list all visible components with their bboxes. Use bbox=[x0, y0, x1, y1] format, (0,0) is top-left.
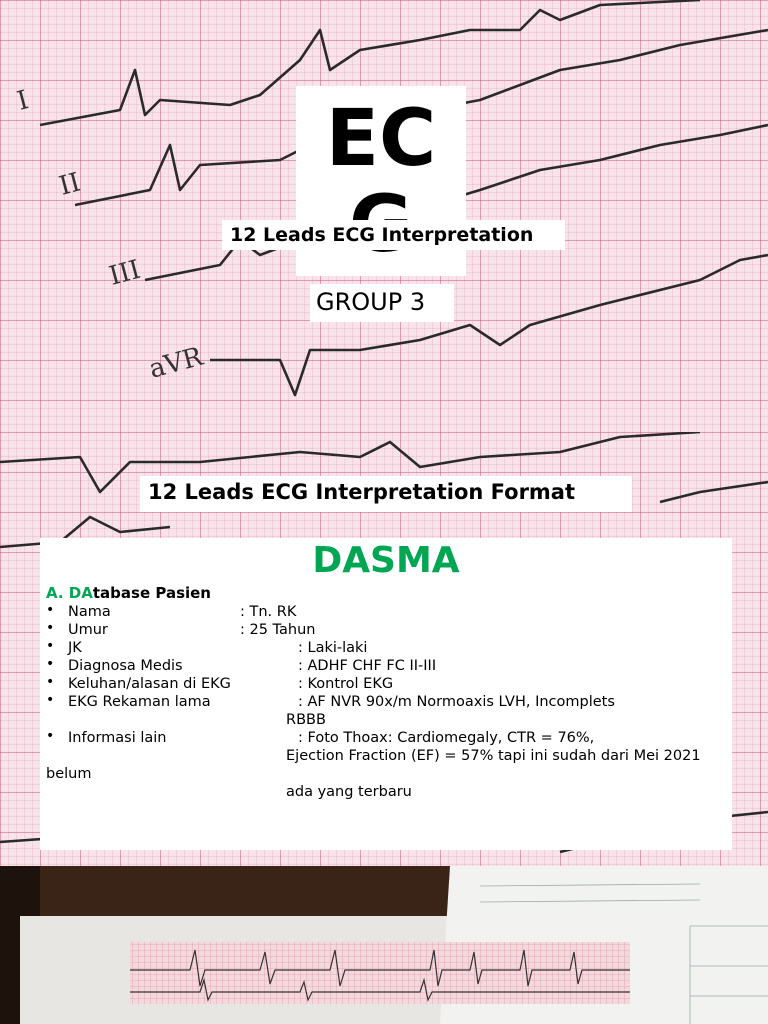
bullet: • bbox=[46, 674, 55, 690]
bullet: • bbox=[46, 602, 55, 618]
bullet: • bbox=[46, 638, 55, 654]
format-slide bbox=[0, 432, 768, 866]
ecg-photo-slide bbox=[0, 866, 768, 1024]
row-value-info-cont3: ada yang terbaru bbox=[286, 784, 412, 800]
dasma-heading: DASMA bbox=[312, 540, 460, 581]
row-value-jk: : Laki-laki bbox=[298, 640, 368, 656]
row-value-diagnosa: : ADHF CHF FC II-III bbox=[298, 658, 437, 674]
bullet: • bbox=[46, 728, 55, 744]
row-value-info: : Foto Thoax: Cardiomegaly, CTR = 76%, bbox=[298, 730, 595, 746]
row-label-keluhan: Keluhan/alasan di EKG bbox=[68, 676, 231, 692]
row-value-umur: : 25 Tahun bbox=[240, 622, 316, 638]
row-label-diagnosa: Diagnosa Medis bbox=[68, 658, 183, 674]
title-slide bbox=[0, 0, 768, 432]
row-value-info-cont2: belum bbox=[46, 766, 92, 782]
row-value-ekg-lama: : AF NVR 90x/m Normoaxis LVH, Incomplets bbox=[298, 694, 615, 710]
row-value-ekg-lama-cont: RBBB bbox=[286, 712, 326, 728]
ecg-strip-photo bbox=[0, 866, 768, 1024]
row-label-jk: JK bbox=[68, 640, 82, 656]
bullet: • bbox=[46, 620, 55, 636]
lead-label-i: I bbox=[14, 85, 32, 117]
row-value-nama: : Tn. RK bbox=[240, 604, 297, 620]
row-value-keluhan: : Kontrol EKG bbox=[298, 676, 394, 692]
row-label-nama: Nama bbox=[68, 604, 111, 620]
section-heading: A. DAtabase Pasien bbox=[46, 584, 211, 602]
row-label-umur: Umur bbox=[68, 622, 108, 638]
format-title: 12 Leads ECG Interpretation Format bbox=[148, 480, 576, 504]
lead-label-iii: III bbox=[106, 254, 144, 292]
row-label-info: Informasi lain bbox=[68, 730, 167, 746]
subtitle: 12 Leads ECG Interpretation bbox=[230, 224, 534, 246]
bullet: • bbox=[46, 692, 55, 708]
ecg-trace-lead-avr bbox=[210, 255, 768, 395]
group-label: GROUP 3 bbox=[316, 288, 426, 316]
row-label-ekg-lama: EKG Rekaman lama bbox=[68, 694, 211, 710]
row-value-info-cont: Ejection Fraction (EF) = 57% tapi ini sudah dari Mei 2021 bbox=[286, 748, 701, 764]
lead-label-ii: II bbox=[56, 167, 84, 202]
bullet: • bbox=[46, 656, 55, 672]
main-title: EC bbox=[325, 94, 437, 184]
lead-label-avr: aVR bbox=[146, 341, 206, 385]
